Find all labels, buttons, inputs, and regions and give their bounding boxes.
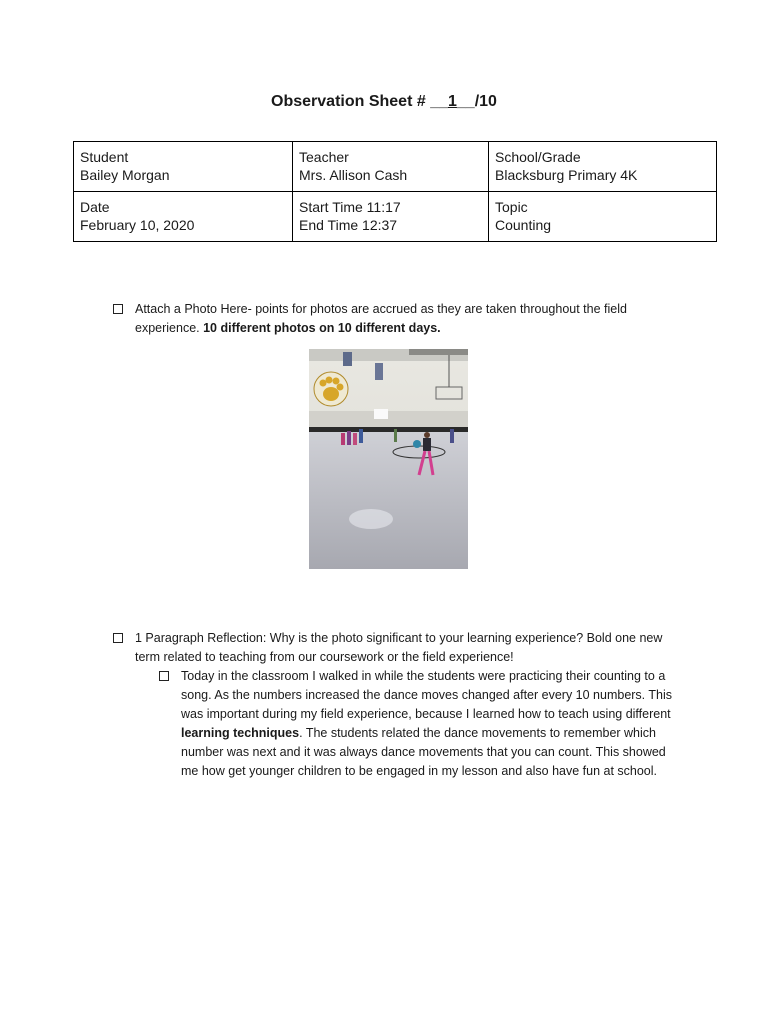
topic-label: Topic <box>495 199 528 215</box>
photo-instruction-text: Attach a Photo Here- points for photos are accrued as they are taken throughout the field experience. <box>135 302 627 335</box>
reflection-text-after: . The students related the dance movements to remember which number was next and it was always dance movements that you can count. This showed me how get younger children to be engaged in my lesson and also have fun at school. <box>181 726 666 778</box>
date-cell <box>74 192 293 242</box>
teacher-label: Teacher <box>299 149 349 165</box>
reflection-answer <box>181 667 686 781</box>
teacher-cell <box>293 142 489 192</box>
reflection-text-before: Today in the classroom I walked in while the students were practicing their counting to a song. As the numbers increased the dance moves changed after every 10 numbers. This was important during my field experience, because I learned how to teach using different <box>181 669 673 721</box>
school-label: School/Grade <box>495 149 581 165</box>
title-suffix: __/10 <box>456 93 497 110</box>
student-cell <box>74 142 293 192</box>
photo-instruction <box>135 300 665 338</box>
page-title <box>0 93 768 111</box>
topic-value: Counting <box>495 217 552 233</box>
reflection-prompt: 1 Paragraph Reflection: Why is the photo significant to your learning experience? Bold one new term related to teaching from our coursework or the field experience! <box>135 631 663 664</box>
photo-instruction-bold: 10 different photos on 10 different days. <box>203 321 441 335</box>
school-value: Blacksburg Primary 4K <box>495 167 638 183</box>
title-prefix: Observation Sheet # __ <box>271 93 448 110</box>
reflection-bold-term: learning techniques <box>181 726 300 740</box>
student-value: Bailey Morgan <box>80 167 170 183</box>
topic-cell <box>489 192 717 242</box>
date-label: Date <box>80 199 110 215</box>
info-table <box>73 141 717 242</box>
teacher-value: Mrs. Allison Cash <box>299 167 408 183</box>
title-number: 1 <box>448 93 457 110</box>
table-row <box>74 192 717 242</box>
end-time: End Time 12:37 <box>299 217 398 233</box>
checkbox-icon <box>113 304 123 314</box>
student-label: Student <box>80 149 129 165</box>
date-value: February 10, 2020 <box>80 217 195 233</box>
start-time: Start Time 11:17 <box>299 199 401 215</box>
gym-photo <box>309 349 468 569</box>
time-cell <box>293 192 489 242</box>
school-cell <box>489 142 717 192</box>
checkbox-icon <box>159 671 169 681</box>
table-row <box>74 142 717 192</box>
checkbox-icon <box>113 633 123 643</box>
